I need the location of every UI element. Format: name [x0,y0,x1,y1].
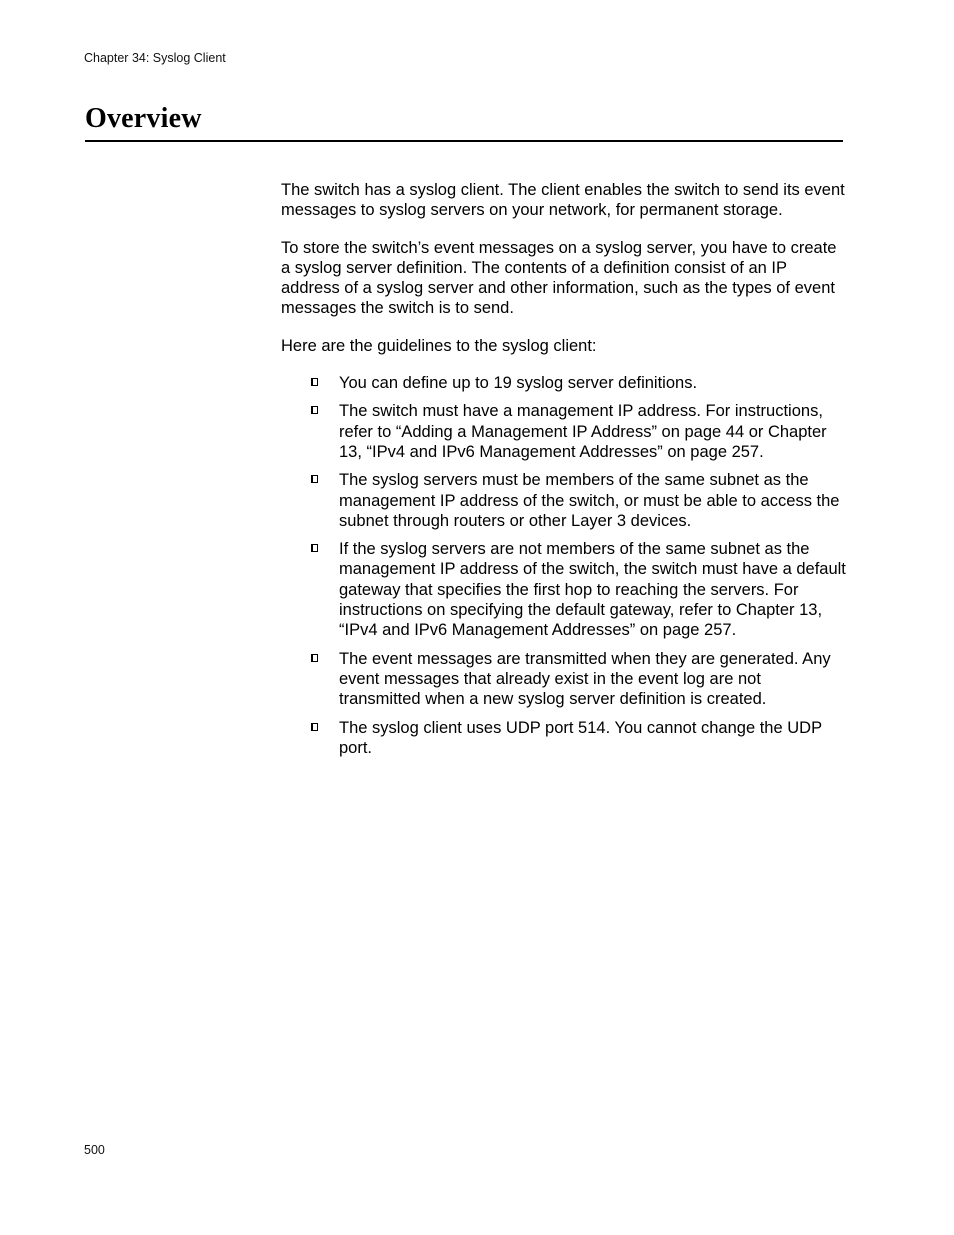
square-bullet-icon [311,378,318,386]
list-item [281,373,846,393]
paragraph-guidelines-lead-in: Here are the guidelines to the syslog client: [281,336,597,355]
list-item [281,718,846,759]
list-item [281,539,846,640]
running-header: Chapter 34: Syslog Client [84,51,226,65]
list-item-text: The switch must have a management IP address. For instructions, refer to “Adding a Management IP Address” on page 44 or Chapter 13, “IPv4 and IPv6 Management Addresses” on page 257. [339,402,827,461]
square-bullet-icon [311,406,318,414]
square-bullet-icon [311,475,318,483]
list-item-text: The event messages are transmitted when they are generated. Any event messages that already exist in the event log are not transmitted when a new syslog server definition is created. [339,649,831,709]
paragraph-definition: To store the switch’s event messages on a syslog server, you have to create a syslog server definition. The contents of a definition consist of an IP address of a syslog server and other information, such as the types of event messages the switch is to send. [281,238,837,318]
list-item [281,401,846,462]
title-rule-divider [85,140,843,142]
page-title: Overview [85,103,202,134]
square-bullet-icon [311,544,318,552]
paragraph-intro: The switch has a syslog client. The client enables the switch to send its event messages to syslog servers on your network, for permanent storage. [281,181,845,220]
page-number: 500 [84,1143,105,1157]
body-content [281,180,846,766]
list-item-text: You can define up to 19 syslog server definitions. [339,374,698,393]
guideline-list [281,373,846,758]
list-item-text: The syslog servers must be members of the same subnet as the management IP address of the switch, or must be able to access the subnet through routers or other Layer 3 devices. [339,471,840,530]
list-item-text: The syslog client uses UDP port 514. You cannot change the UDP port. [339,718,822,757]
square-bullet-icon [311,654,318,662]
list-item-text: If the syslog servers are not members of the same subnet as the management IP address of the switch, the switch must have a default gateway that specifies the first hop to reaching the servers. For instructions on specifying the default gateway, refer to Chapter 13, “IPv4 and IPv6 Management Addresses” on page 257. [339,540,846,640]
list-item [281,649,846,710]
list-item [281,470,846,531]
square-bullet-icon [311,723,318,731]
